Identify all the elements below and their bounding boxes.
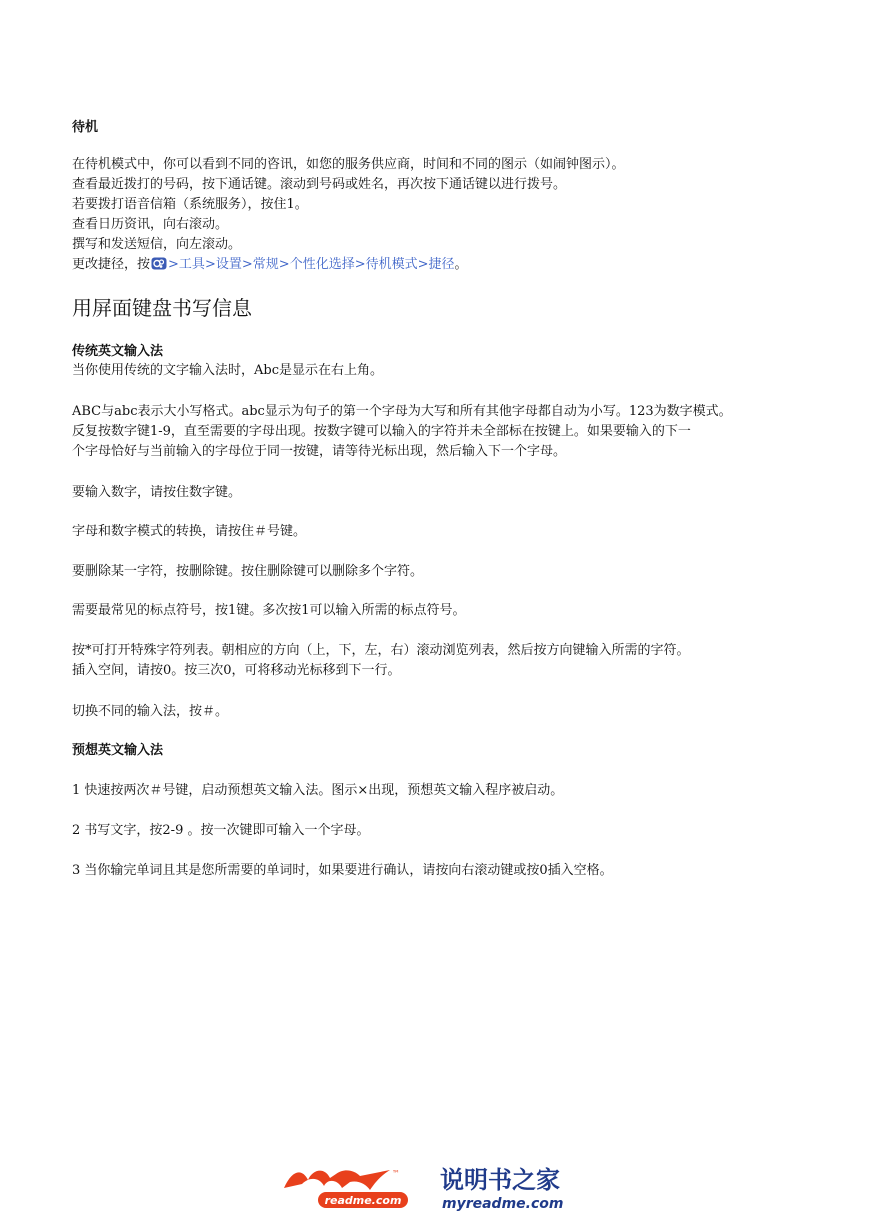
- switch-mode-line: 字母和数字模式的转换，请按住＃号键。: [72, 524, 307, 539]
- standby-line-1: 在待机模式中，你可以看到不同的咨讯，如您的服务供应商，时间和不同的图示（如闹钟图示）。: [72, 157, 625, 172]
- menu-key-icon: [151, 257, 167, 270]
- path-general-link[interactable]: 常规: [252, 257, 279, 272]
- path-settings-link[interactable]: 设置: [215, 257, 242, 272]
- delete-line: 要删除某一字符，按删除键。按住删除键可以删除多个字符。: [72, 564, 424, 579]
- brand-cn: 说明书之家: [440, 1166, 560, 1194]
- path-sep-2: >: [241, 257, 253, 272]
- punctuation-line: 需要最常见的标点符号，按1键。多次按1可以输入所需的标点符号。: [72, 603, 466, 618]
- switch-input-line: 切换不同的输入法，按＃。: [72, 704, 229, 719]
- path-personalize-link[interactable]: 个性化选择: [289, 257, 355, 272]
- predictive-step-1: 1 快速按两次＃号键，启动预想英文输入法。图示×出现，预想英文输入程序被启动。: [72, 783, 564, 798]
- path-sep-0: >: [168, 257, 179, 272]
- special-chars-line-1: 按*可打开特殊字符列表。朝相应的方向（上，下，左，右）滚动浏览列表，然后按方向键输入所需的字符。: [72, 643, 690, 658]
- numbers-line: 要输入数字，请按住数字键。: [72, 485, 242, 500]
- shortcut-end: 。: [454, 257, 468, 272]
- path-shortcuts-link[interactable]: 捷径: [428, 257, 455, 272]
- case-formats-line-1: ABC与abc表示大小写格式。abc显示为句子的第一个字母为大写和所有其他字母都自动为小写。123为数字模式。: [72, 404, 732, 419]
- shortcut-line: [72, 255, 468, 274]
- case-formats-line-2: 反复按数字键1-9，直至需要的字母出现。按数字键可以输入的字符并未全部标在按键上。如果要输入的下一: [72, 424, 691, 439]
- path-sep-5: >: [417, 257, 429, 272]
- keyboard-heading: 用屏面键盘书写信息: [72, 296, 252, 320]
- traditional-heading: 传统英文输入法: [72, 344, 164, 359]
- path-sep-4: >: [354, 257, 366, 272]
- path-sep-3: >: [278, 257, 290, 272]
- myreadme-logo: [80, 960, 590, 1216]
- special-chars-line-2: 插入空间，请按0。按三次0，可将移动光标移到下一行。: [72, 663, 401, 678]
- standby-line-2: 查看最近拨打的号码，按下通话键。滚动到号码或姓名，再次按下通话键以进行拨号。: [72, 177, 567, 192]
- shortcut-prefix: 更改捷径，按: [72, 257, 151, 272]
- brand-url: myreadme.com: [442, 1196, 564, 1212]
- logo-swoosh: [284, 1170, 390, 1190]
- path-sep-1: >: [204, 257, 216, 272]
- footer-logo: [80, 960, 590, 1216]
- standby-line-3: 若要拨打语音信箱（系统服务），按住1。: [72, 197, 308, 212]
- predictive-step-2: 2 书写文字，按2-9 。按一次键即可输入一个字母。: [72, 823, 370, 838]
- path-tools-link[interactable]: 工具: [178, 257, 205, 272]
- path-standby-mode-link[interactable]: 待机模式: [365, 257, 418, 272]
- predictive-heading: 预想英文输入法: [72, 743, 164, 758]
- standby-heading: 待机: [72, 120, 99, 135]
- traditional-line-1: 当你使用传统的文字输入法时，Abc是显示在右上角。: [72, 363, 383, 378]
- logo-badge-text: readme.com: [324, 1194, 402, 1207]
- logo-tm: ™: [392, 1169, 400, 1178]
- logo-letters: MY: [80, 960, 82, 961]
- case-formats-line-3: 个字母恰好与当前输入的字母位于同一按键，请等待光标出现，然后输入下一个字母。: [72, 444, 567, 459]
- predictive-step-3: 3 当你输完单词且其是您所需要的单词时，如果要进行确认，请按向右滚动键或按0插入空格。: [72, 863, 613, 878]
- standby-line-4: 查看日历资讯，向右滚动。: [72, 217, 229, 232]
- standby-line-5: 撰写和发送短信，向左滚动。: [72, 237, 242, 252]
